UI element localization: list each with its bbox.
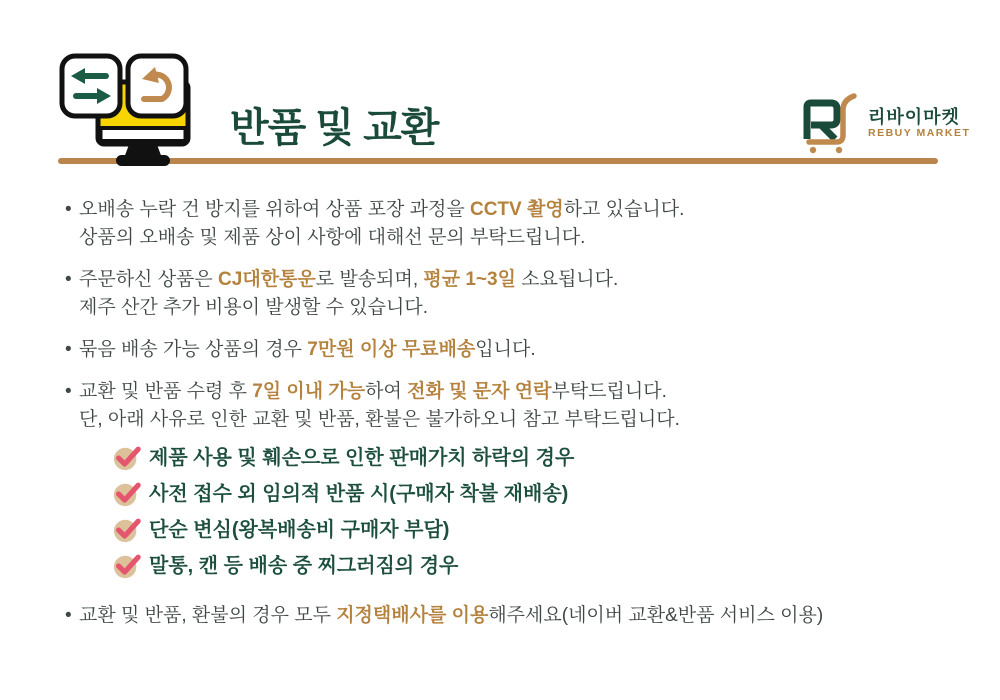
body-text: 교환 및 반품 수령 후 xyxy=(79,381,253,402)
brand-name-korean: 리바이마켓 xyxy=(868,106,960,127)
highlight-text: 평균 1~3일 xyxy=(423,269,516,290)
policy-item-lines xyxy=(79,266,945,322)
page-title: 반품 및 교환 xyxy=(230,106,439,150)
check-heart-icon xyxy=(113,552,141,580)
body-text: 제주 산간 추가 비용이 발생할 수 있습니다. xyxy=(79,297,428,318)
highlight-text: 7일 이내 가능 xyxy=(252,381,366,402)
policy-line xyxy=(79,378,945,406)
policy-item-lines xyxy=(79,336,945,364)
highlight-text: 7만원 이상 무료배송 xyxy=(307,339,476,360)
bullet-dot: • xyxy=(65,381,72,402)
rebuy-market-logo-icon xyxy=(798,92,860,154)
body-text: 상품의 오배송 및 제품 상이 사항에 대해선 문의 부탁드립니다. xyxy=(79,227,586,248)
policy-line xyxy=(79,266,945,294)
highlight-text: CJ대한통운 xyxy=(218,269,316,290)
policy-item xyxy=(65,336,945,364)
body-text: 오배송 누락 건 방지를 위하여 상품 포장 과정을 xyxy=(79,199,470,220)
body-text: 하고 있습니다. xyxy=(563,199,685,220)
body-text: 하여 xyxy=(365,381,408,402)
body-text: 부탁드립니다. xyxy=(551,381,667,402)
brand-logo-text xyxy=(868,107,970,140)
restriction-text: 사전 접수 외 임의적 반품 시(구매자 착불 재배송) xyxy=(149,482,569,505)
policy-item-lines xyxy=(79,196,945,252)
restriction-item xyxy=(113,552,945,580)
policy-line xyxy=(79,224,945,252)
restriction-item xyxy=(113,444,945,472)
body-text: 주문하신 상품은 xyxy=(79,269,219,290)
policy-line xyxy=(79,406,945,434)
restriction-text: 단순 변심(왕복배송비 구매자 부담) xyxy=(149,518,450,541)
bullet-dot: • xyxy=(65,339,72,360)
bullet-dot: • xyxy=(65,605,72,626)
highlight-text: CCTV 촬영 xyxy=(469,199,564,220)
restriction-text: 제품 사용 및 훼손으로 인한 판매가치 하락의 경우 xyxy=(149,446,575,469)
policy-line xyxy=(79,294,945,322)
policy-line xyxy=(79,602,945,630)
policy-item xyxy=(65,196,945,252)
policy-line xyxy=(79,336,945,364)
bullet-dot: • xyxy=(65,199,72,220)
policy-item xyxy=(65,602,945,630)
policy-item-lines xyxy=(79,602,945,630)
policy-item xyxy=(65,378,945,588)
restriction-list xyxy=(113,444,945,580)
body-text: 소요됩니다. xyxy=(515,269,619,290)
body-text: 입니다. xyxy=(475,339,536,360)
monitor-exchange-icon xyxy=(58,52,192,170)
bullet-dot: • xyxy=(65,269,72,290)
restriction-item xyxy=(113,516,945,544)
check-heart-icon xyxy=(113,480,141,508)
policy-line xyxy=(79,196,945,224)
body-text: 교환 및 반품, 환불의 경우 모두 xyxy=(79,605,337,626)
highlight-text: 지정택배사를 이용 xyxy=(336,605,489,626)
body-text: 단, 아래 사유로 인한 교환 및 반품, 환불은 불가하오니 참고 부탁드립니다. xyxy=(79,409,680,430)
brand-logo xyxy=(798,92,970,154)
policy-item-lines xyxy=(79,378,945,588)
body-text: 묶음 배송 가능 상품의 경우 xyxy=(79,339,308,360)
body-text: 해주세요(네이버 교환&반품 서비스 이용) xyxy=(488,605,824,626)
policy-item xyxy=(65,266,945,322)
policy-list xyxy=(65,196,945,644)
body-text: 로 발송되며, xyxy=(315,269,424,290)
highlight-text: 전화 및 문자 연락 xyxy=(407,381,552,402)
brand-name-english: REBUY MARKET xyxy=(868,127,971,140)
check-heart-icon xyxy=(113,516,141,544)
restriction-item xyxy=(113,480,945,508)
restriction-text: 말통, 캔 등 배송 중 찌그러짐의 경우 xyxy=(149,554,459,577)
check-heart-icon xyxy=(113,444,141,472)
